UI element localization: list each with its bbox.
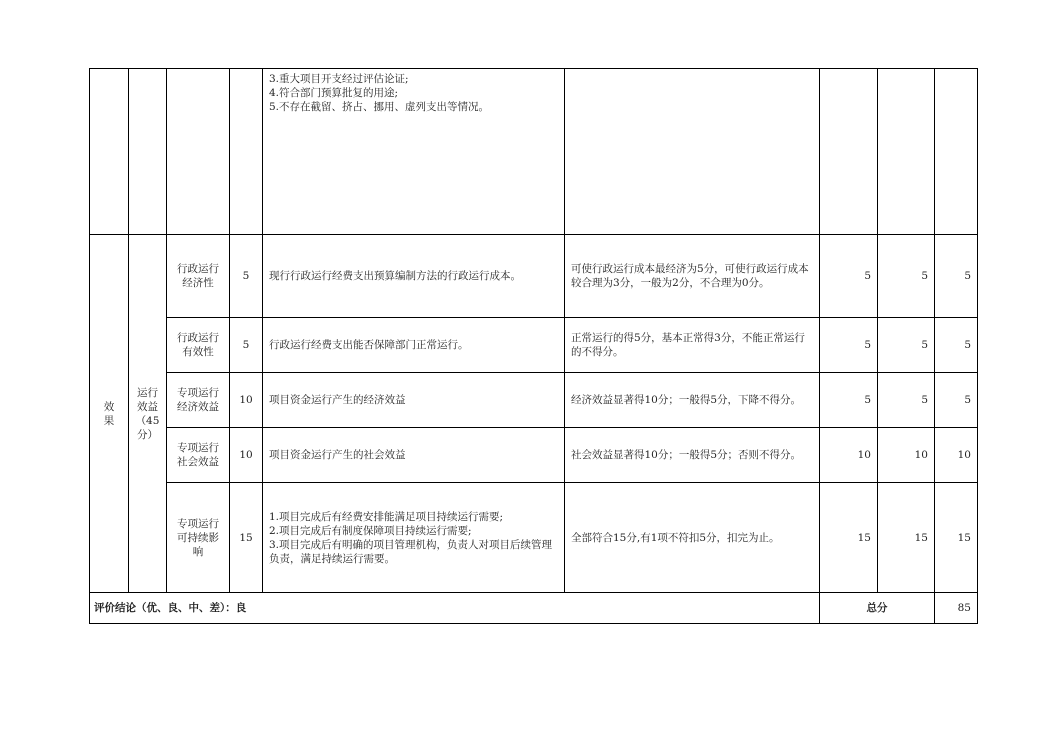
criteria-cell: 经济效益显著得10分；一般得5分，下降不得分。: [565, 373, 820, 428]
score-cell: 5: [935, 318, 978, 373]
score-cell: 5: [935, 235, 978, 318]
evaluation-conclusion: 评价结论（优、良、中、差）：良: [90, 593, 820, 624]
description-cell: 行政运行经费支出能否保障部门正常运行。: [263, 318, 565, 373]
criteria-cell: 社会效益显著得10分；一般得5分；否则不得分。: [565, 428, 820, 483]
indicator-cell: [167, 373, 230, 428]
indicator-label: 专项运行可持续影响: [177, 517, 219, 558]
continuation-line: 4.符合部门预算批复的用途;: [269, 87, 399, 99]
weight-cell: 10: [230, 373, 263, 428]
weight-cell: 5: [230, 235, 263, 318]
indicator-label: 专项运行经济效益: [177, 387, 219, 413]
criteria-cell: 全部符合15分,有1项不符扣5分，扣完为止。: [565, 483, 820, 593]
score-cell: 5: [878, 318, 935, 373]
score-cell: 5: [878, 235, 935, 318]
description-cell: 项目资金运行产生的社会效益: [263, 428, 565, 483]
empty-cell: [565, 69, 820, 235]
empty-cell: [90, 69, 129, 235]
description-line: 3.项目完成后有明确的项目管理机构，负责人对项目后续管理负责，满足持续运行需要。: [269, 538, 553, 565]
score-cell: 15: [935, 483, 978, 593]
indicator-cell: [167, 428, 230, 483]
table-row: [90, 428, 978, 483]
description-cell: [263, 483, 565, 593]
indicator-cell: [167, 318, 230, 373]
evaluation-table: [89, 68, 978, 624]
weight-cell: 5: [230, 318, 263, 373]
empty-cell: [878, 69, 935, 235]
table-row: [90, 483, 978, 593]
table-row: [90, 373, 978, 428]
table-row-continuation: [90, 69, 978, 235]
score-cell: 5: [820, 318, 878, 373]
description-cell: 现行行政运行经费支出预算编制方法的行政运行成本。: [263, 235, 565, 318]
subcategory-line: 分）: [137, 428, 158, 441]
category-cell: [90, 235, 129, 593]
weight-cell: 10: [230, 428, 263, 483]
empty-cell: [230, 69, 263, 235]
empty-cell: [129, 69, 167, 235]
indicator-label: 行政运行经济性: [177, 263, 219, 289]
score-cell: 5: [935, 373, 978, 428]
weight-cell: 15: [230, 483, 263, 593]
empty-cell: [935, 69, 978, 235]
subcategory-line: 效益: [137, 400, 158, 413]
score-cell: 15: [820, 483, 878, 593]
total-score: 85: [935, 593, 978, 624]
score-cell: 10: [878, 428, 935, 483]
description-line: 1.项目完成后有经费安排能满足项目持续运行需要;: [269, 510, 504, 523]
continuation-line: 5.不存在截留、挤占、挪用、虚列支出等情况。: [269, 101, 490, 113]
description-cell: 项目资金运行产生的经济效益: [263, 373, 565, 428]
description-line: 2.项目完成后有制度保障项目持续运行需要;: [269, 524, 472, 537]
subcategory-line: （45: [135, 414, 160, 427]
continuation-line: 3.重大项目开支经过评估论证;: [269, 73, 409, 85]
indicator-label: 行政运行有效性: [177, 332, 219, 358]
subcategory-line: 运行: [137, 386, 158, 399]
subcategory-cell: [129, 235, 167, 593]
continuation-description: [263, 69, 565, 235]
score-cell: 5: [820, 235, 878, 318]
score-cell: 15: [878, 483, 935, 593]
indicator-cell: [167, 483, 230, 593]
criteria-cell: 正常运行的得5分，基本正常得3分，不能正常运行的不得分。: [565, 318, 820, 373]
total-label: 总分: [820, 593, 935, 624]
score-cell: 10: [935, 428, 978, 483]
criteria-cell: 可使行政运行成本最经济为5分，可使行政运行成本较合理为3分，一般为2分，不合理为0分。: [565, 235, 820, 318]
empty-cell: [167, 69, 230, 235]
score-cell: 10: [820, 428, 878, 483]
score-cell: 5: [820, 373, 878, 428]
category-label: 效果: [103, 400, 115, 427]
table-row: [90, 318, 978, 373]
empty-cell: [820, 69, 878, 235]
indicator-label: 专项运行社会效益: [177, 442, 219, 468]
table-row-footer: [90, 593, 978, 624]
indicator-cell: [167, 235, 230, 318]
score-cell: 5: [878, 373, 935, 428]
table-row: [90, 235, 978, 318]
